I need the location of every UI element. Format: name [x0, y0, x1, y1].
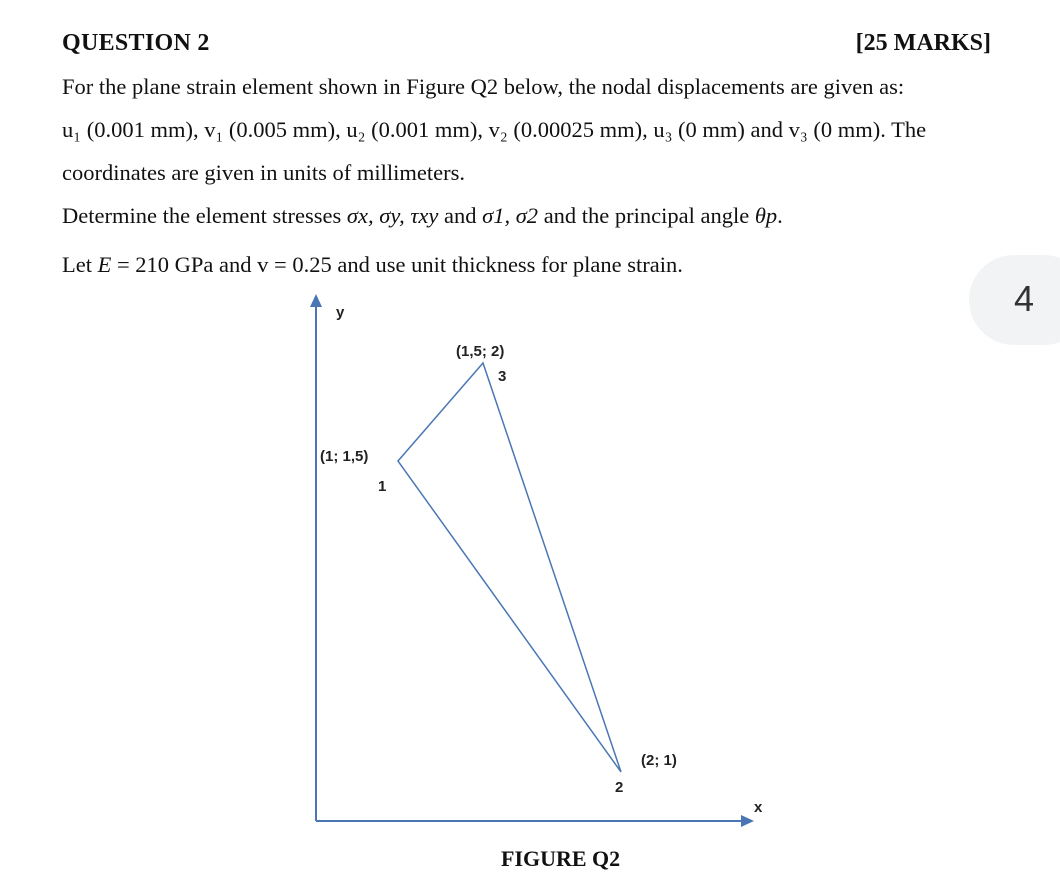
principal-stresses: σ1, σ2 [482, 203, 539, 228]
stress-components: σx, σy, τxy [346, 203, 439, 228]
principal-angle: θp [754, 203, 778, 228]
node-1-number: 1 [378, 478, 387, 495]
triangle-element [398, 363, 621, 772]
node-2-coordinates: (2; 1) [641, 752, 677, 769]
node-2-number: 2 [615, 779, 624, 796]
line-4-text-d: . [777, 203, 783, 228]
y-axis-label: y [336, 304, 345, 321]
line-5-text-b: = 210 GPa and v = 0.25 and use unit thickness for plane strain. [111, 252, 683, 277]
youngs-modulus-symbol: E [97, 252, 112, 277]
y-axis-arrow-icon [310, 294, 322, 307]
x-axis-label: x [754, 799, 763, 816]
question-line-3: coordinates are given in units of millimeters. [62, 160, 466, 185]
question-line-2: u₁ (0.001 mm), v₁ (0.005 mm), u₂ (0.001 mm), v₂ (0.00025 mm), u₃ (0 mm) and v₃ (0 mm). The [62, 117, 927, 142]
line-4-text-c: and the principal angle [538, 203, 755, 228]
page-number: 4 [1014, 278, 1035, 319]
question-title: QUESTION 2 [62, 30, 210, 56]
line-4-text-a: Determine the element stresses [62, 203, 347, 228]
question-marks: [25 MARKS] [855, 30, 991, 56]
line-5-text-a: Let [62, 252, 98, 277]
node-1-coordinates: (1; 1,5) [320, 448, 369, 465]
node-3-number: 3 [498, 368, 507, 385]
node-3-coordinates: (1,5; 2) [456, 343, 505, 360]
x-axis-arrow-icon [741, 815, 754, 827]
line-4-text-b: and [438, 203, 483, 228]
question-line-1: For the plane strain element shown in Figure Q2 below, the nodal displacements are given as: [62, 74, 905, 99]
figure-caption: FIGURE Q2 [501, 846, 621, 871]
